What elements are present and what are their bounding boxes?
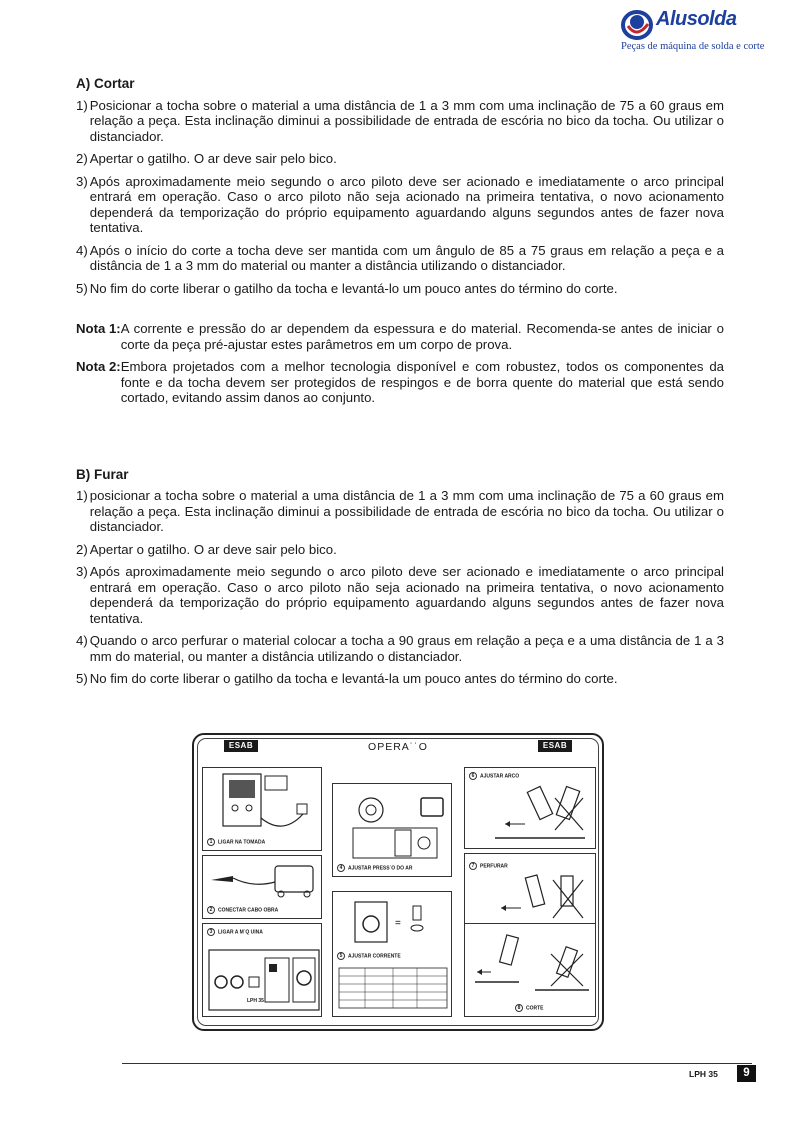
footer-rule (122, 1063, 752, 1064)
pressure-gauge-icon (333, 784, 453, 864)
list-item: 4) Quando o arco perfurar o material colocar a tocha a 90 graus em relação a peça e a uma distância de 1 a 3 mm do material, ou manter a distância utilizando o distanciador. (76, 633, 724, 664)
brand-tagline: Peças de máquina de solda e corte (621, 41, 765, 52)
section-a-steps (76, 98, 724, 297)
brand-name: Alusolda (656, 8, 737, 30)
torch-angle-icon (465, 768, 597, 850)
list-item: 3) Após aproximadamente meio segundo o arco piloto deve ser acionado e imediatamente o arco principal entrará em operação. Caso o arco piloto não seja acionado na primeira tentativa, o novo acionamento dependerá da temporização do próprio equipamento aguardando alguns segundos antes de fazer nova tentativa. (76, 173, 724, 235)
document-body (76, 76, 724, 694)
list-item: 5) No fim do corte liberar o gatilho da tocha e levantá-la um pouco antes do término do corte. (76, 671, 618, 686)
section-b-title: B) Furar (76, 466, 129, 482)
section-a-title: A) Cortar (76, 76, 135, 91)
step-5-adjust-current: = 5 AJUSTAR CORRENTE (332, 891, 452, 1017)
wall-outlet-icon (203, 768, 323, 838)
list-item: 3) Após aproximadamente meio segundo o arco piloto deve ser acionado e imediatamente o arco principal entrará em operação. Caso o arco piloto não seja acionado na primeira tentativa, o novo acionamento dependerá da temporização do próprio equipamento aguardando alguns segundos antes de fazer nova tentativa. (76, 564, 724, 626)
section-b-steps (76, 488, 724, 687)
list-item: 2) Apertar o gatilho. O ar deve sair pelo bico. (76, 151, 337, 166)
svg-text:=: = (395, 918, 401, 929)
note-2: Nota 2: Embora projetados com a melhor tecnologia disponível e com robustez, todos os componentes da fonte e da tocha devem ser protegidos de respingos e de borra quente do material que está sendo cortado, evitando assim danos ao conjunto. (76, 359, 724, 405)
esab-badge-left: ESAB (224, 740, 258, 752)
page-number: 9 (737, 1065, 756, 1082)
list-item: 4) Após o início do corte a tocha deve ser mantida com um ângulo de 85 a 75 graus em relação a peça e a distância de 1 a 3 mm do material ou manter a distância utilizando o distanciador. (76, 242, 724, 273)
panel-title: OPERA˙˙O (368, 741, 428, 753)
esab-badge-right: ESAB (538, 740, 572, 752)
brand-logo (616, 4, 786, 54)
step-8-cut: 8 CORTE (464, 923, 596, 1017)
step-3-switch-on: 3 LIGAR A M˙Q UINA LPH 35 (202, 923, 322, 1017)
step-6-adjust-arc: 6 AJUSTAR ARCO (464, 767, 596, 849)
list-item: 2) Apertar o gatilho. O ar deve sair pelo bico. (76, 541, 337, 557)
brand-swoosh-icon (620, 6, 656, 42)
step-1-plug-in: 1 LIGAR NA TOMADA (202, 767, 322, 851)
operation-panel-figure (192, 733, 604, 1031)
list-item: 1) Posicionar a tocha sobre o material a uma distância de 1 a 3 mm com uma inclinação de 75 a 60 graus em relação a peça. Esta inclinação diminui a possibilidade de entrada de escória no bico da tocha. Ou utilizar o distanciador. (76, 97, 724, 144)
step-2-connect-work-cable: 2 CONECTAR CABO OBRA (202, 855, 322, 919)
note-1: Nota 1: A corrente e pressão do ar dependem da espessura e do material. Recomenda-se antes de iniciar o corte da peça pré-ajustar estes parâmetros em um corpo de prova. (76, 321, 724, 352)
footer-model-code: LPH 35 (689, 1069, 718, 1079)
list-item: 5) No fim do corte liberar o gatilho da tocha e levantá-lo um pouco antes do término do corte. (76, 280, 618, 296)
work-clamp-icon (203, 856, 323, 906)
step-4-adjust-air-pressure: 4 AJUSTAR PRESS˙O DO AR (332, 783, 452, 877)
list-item: 1) posicionar a tocha sobre o material a uma distância de 1 a 3 mm com uma inclinação de 75 a 60 graus em relação a peça. Esta inclinação diminui a possibilidade de entrada de escória no bico da tocha. Ou utilizar o distanciador. (76, 488, 724, 534)
step-7-pierce: 7 PERFURAR (464, 853, 596, 935)
